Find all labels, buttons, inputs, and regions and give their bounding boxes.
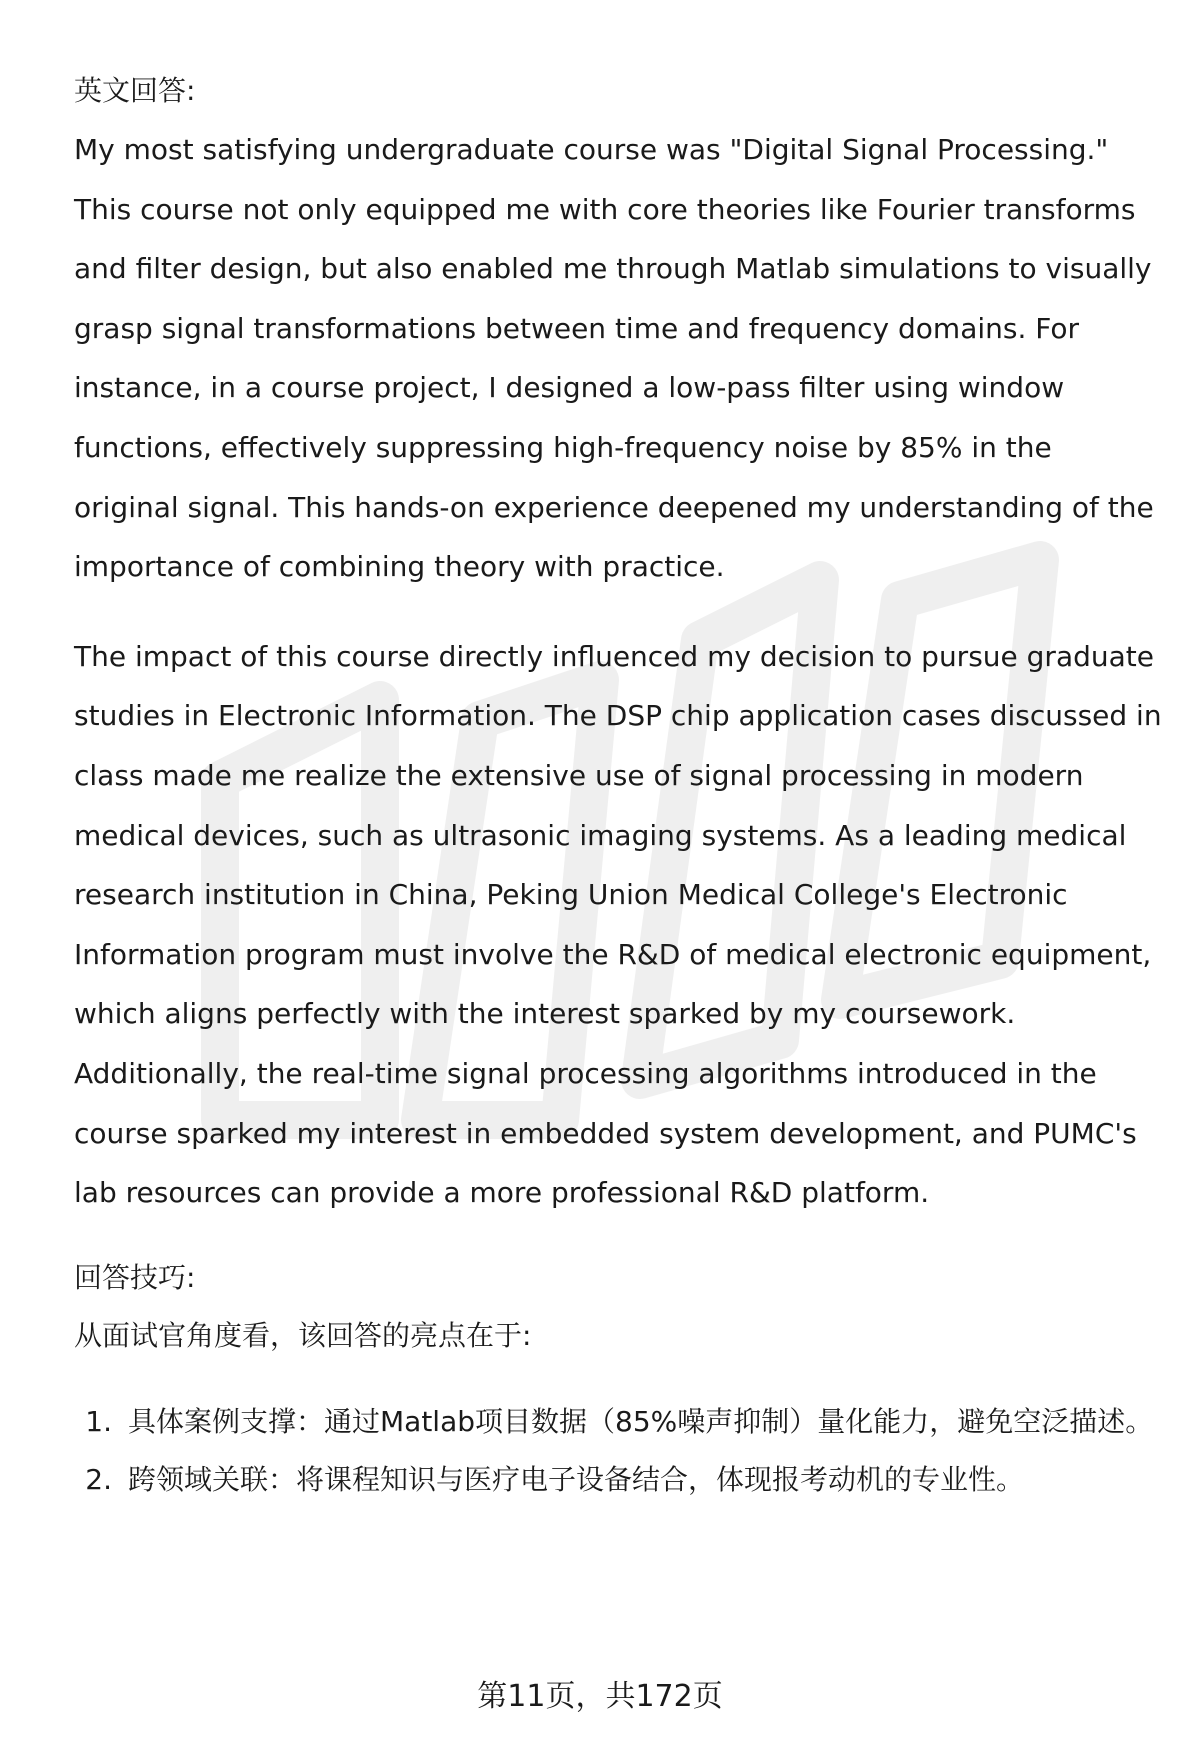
list-item xyxy=(74,1393,1164,1451)
document-page xyxy=(74,62,1164,1509)
list-item-text: 跨领域关联：将课程知识与医疗电子设备结合，体现报考动机的专业性。 xyxy=(128,1462,1025,1496)
list-item-text: 具体案例支撑：通过Matlab项目数据（85%噪声抑制）量化能力，避免空泛描述。 xyxy=(128,1404,1154,1438)
list-item-number: 1. xyxy=(85,1404,112,1438)
tips-intro: 从面试官角度看，该回答的亮点在于: xyxy=(74,1318,532,1352)
english-answer-paragraph-1: My most satisfying undergraduate course was "Digital Signal Processing." This course not only equipped me with core theories like Fourier transforms and filter design, but also enabled me through Matlab simulations to visually grasp signal transformations between time and frequency domains. For instance, in a course project, I designed a low-pass filter using window functions, effectively suppressing high-frequency noise by 85% in the original signal. This hands-on experience deepened my understanding of the importance of combining theory with practice. xyxy=(74,133,1154,584)
english-answer-paragraph-2: The impact of this course directly influenced my decision to pursue graduate studies in Electronic Information. The DSP chip application cases discussed in class made me realize the extensive use of signal processing in modern medical devices, such as ultrasonic imaging systems. As a leading medical research institution in China, Peking Union Medical College's Electronic Information program must involve the R&D of medical electronic equipment, which aligns perfectly with the interest sparked by my coursework. Additionally, the real-time signal processing algorithms introduced in the course sparked my interest in embedded system development, and PUMC's lab resources can provide a more professional R&D platform. xyxy=(74,639,1162,1210)
tips-list xyxy=(74,1393,1164,1509)
list-item-number: 2. xyxy=(85,1462,112,1496)
english-answer-heading: 英文回答: xyxy=(74,74,196,107)
page-number: 第11页，共172页 xyxy=(477,1679,723,1714)
tips-heading: 回答技巧: xyxy=(74,1260,196,1294)
list-item xyxy=(74,1451,1164,1509)
